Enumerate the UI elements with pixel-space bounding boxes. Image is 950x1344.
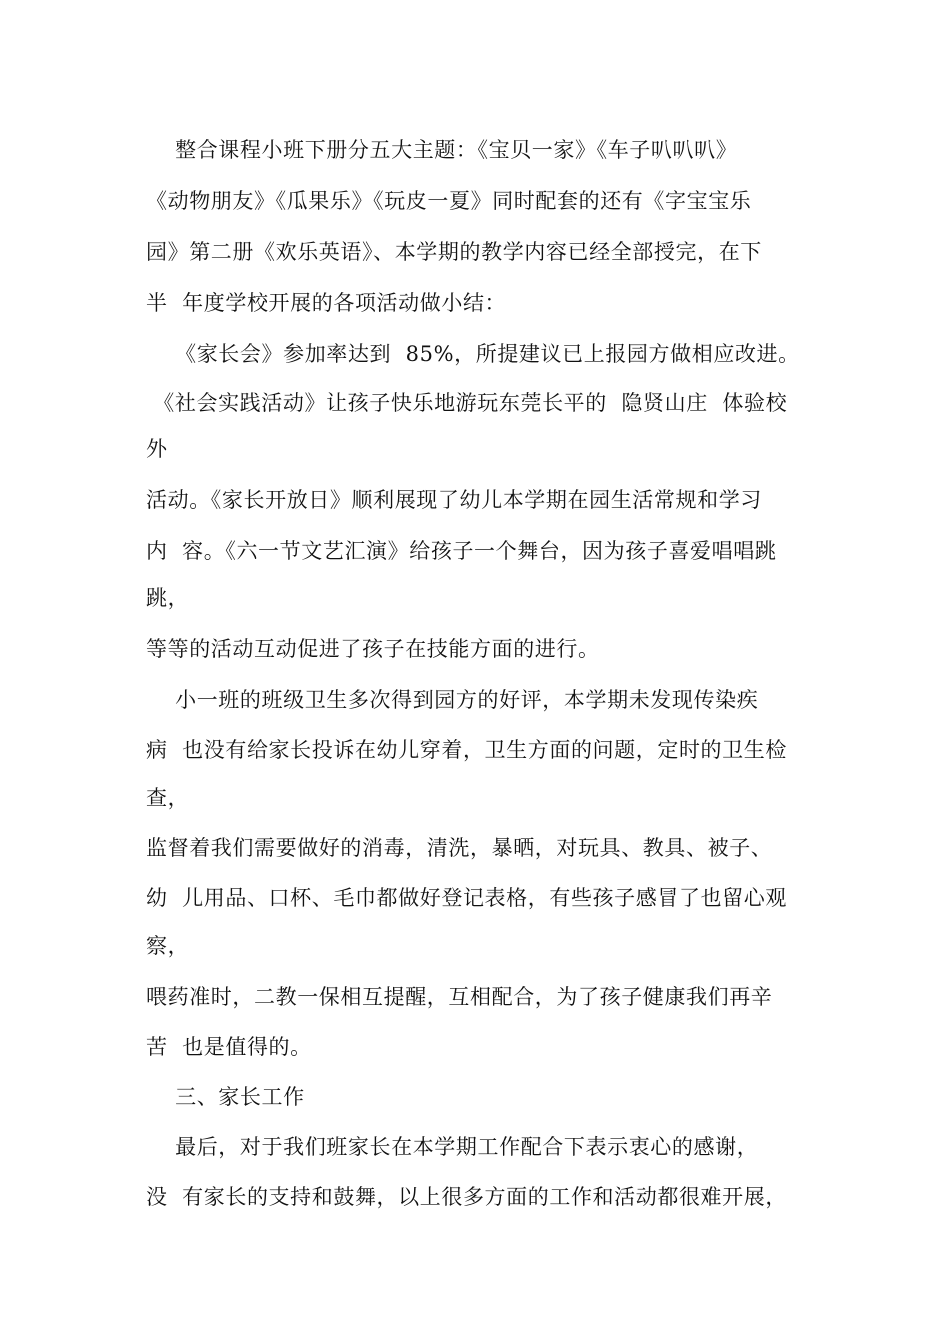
text-line: 没 有家长的支持和鼓舞，以上很多方面的工作和活动都很难开展， (146, 1185, 787, 1209)
text-line: 监督着我们需要做好的消毒，清洗，暴晒，对玩具、教具、被子、 (146, 836, 773, 860)
text-line: 察， (146, 934, 190, 958)
text-line: 整合课程小班下册分五大主题：《宝贝一家》《车子叭叭叭》 (146, 138, 738, 162)
text-line: 最后，对于我们班家长在本学期工作配合下表示衷心的感谢， (146, 1135, 759, 1159)
text-line: 苦 也是值得的。 (146, 1035, 312, 1059)
text-line: 喂药准时，二教一保相互提醒，互相配合，为了孩子健康我们再辛 (146, 985, 773, 1009)
text-line: 《动物朋友》《瓜果乐》《玩皮一夏》同时配套的还有《字宝宝乐 (146, 189, 752, 213)
text-line: 幼 儿用品、口杯、毛巾都做好登记表格，有些孩子感冒了也留心观 (146, 886, 787, 910)
text-line: 活动。《家长开放日》顺利展现了幼儿本学期在园生活常规和学习 (146, 488, 762, 512)
section-heading: 三、家长工作 (146, 1085, 305, 1109)
text-line: 《社会实践活动》让孩子快乐地游玩东莞长平的 隐贤山庄 体验校 (146, 391, 788, 415)
text-line: 外 (146, 437, 168, 461)
text-line: 园》第二册《欢乐英语》、本学期的教学内容已经全部授完，在下 (146, 240, 762, 264)
text-line: 半 年度学校开展的各项活动做小结： (146, 291, 507, 315)
text-line: 查， (146, 786, 190, 810)
text-line: 跳， (146, 586, 190, 610)
text-line: 小一班的班级卫生多次得到园方的好评，本学期未发现传染疾 (146, 688, 759, 712)
text-line: 病 也没有给家长投诉在幼儿穿着，卫生方面的问题，定时的卫生检 (146, 738, 787, 762)
text-line: 《家长会》参加率达到 85%，所提建议已上报园方做相应改进。 (146, 342, 800, 366)
text-line: 等等的活动互动促进了孩子在技能方面的进行。 (146, 637, 600, 661)
text-line: 内 容。《六一节文艺汇演》给孩子一个舞台，因为孩子喜爱唱唱跳 (146, 539, 777, 563)
